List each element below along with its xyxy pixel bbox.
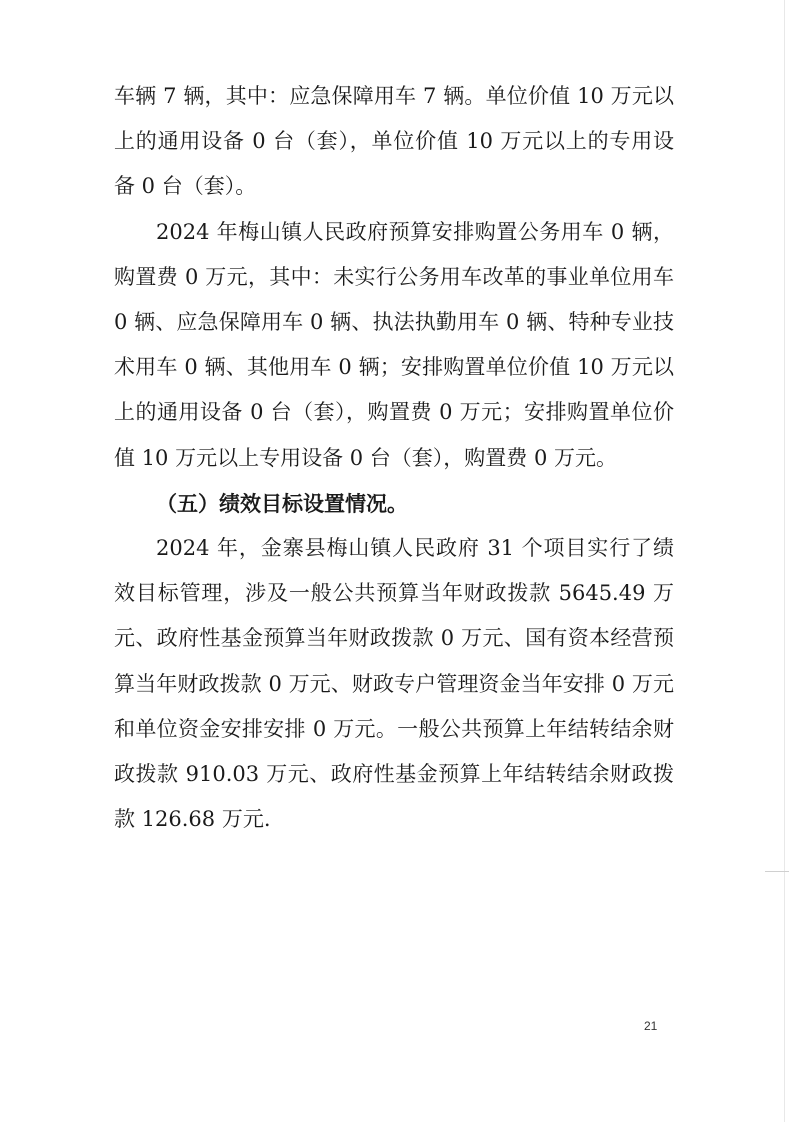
paragraph-vehicle-summary: 车辆 7 辆，其中：应急保障用车 7 辆。单位价值 10 万元以上的通用设备 0 台（套），单位价值 10 万元以上的专用设备 0 台（套）。 [114,84,674,199]
paragraph-vehicle-purchase-plan: 2024 年梅山镇人民政府预算安排购置公务用车 0 辆，购置费 0 万元，其中：未实行公务用车改革的事业单位用车 0 辆、应急保障用车 0 辆、执法执勤用车 0 辆、特种专业技术用车 0 辆、其他用车 0 辆；安排购置单位价值 10 万元以上的通用设备 0 台（套），购置费 0 万元；安排购置单位价值 10 万元以上专用设备 0 台（套），购置费 0 万元。 [114,219,674,470]
document-body [114,74,674,842]
page-number: 21 [644,1019,658,1033]
scan-margin-mark [765,871,789,872]
paragraph-performance-goals: 2024 年，金寨县梅山镇人民政府 31 个项目实行了绩效目标管理，涉及一般公共预算当年财政拨款 5645.49 万元、政府性基金预算当年财政拨款 0 万元、国有资本经营预算当年财政拨款 0 万元、财政专户管理资金当年安排 0 万元和单位资金安排安排 0 万元。一般公共预算上年结转结余财政拨款 910.03 万元、政府性基金预算上年结转结余财政拨款 126.68 万元. [114,536,674,832]
section-heading-performance-goals: （五）绩效目标设置情况。 [156,490,408,516]
scan-edge-line [784,0,785,1122]
